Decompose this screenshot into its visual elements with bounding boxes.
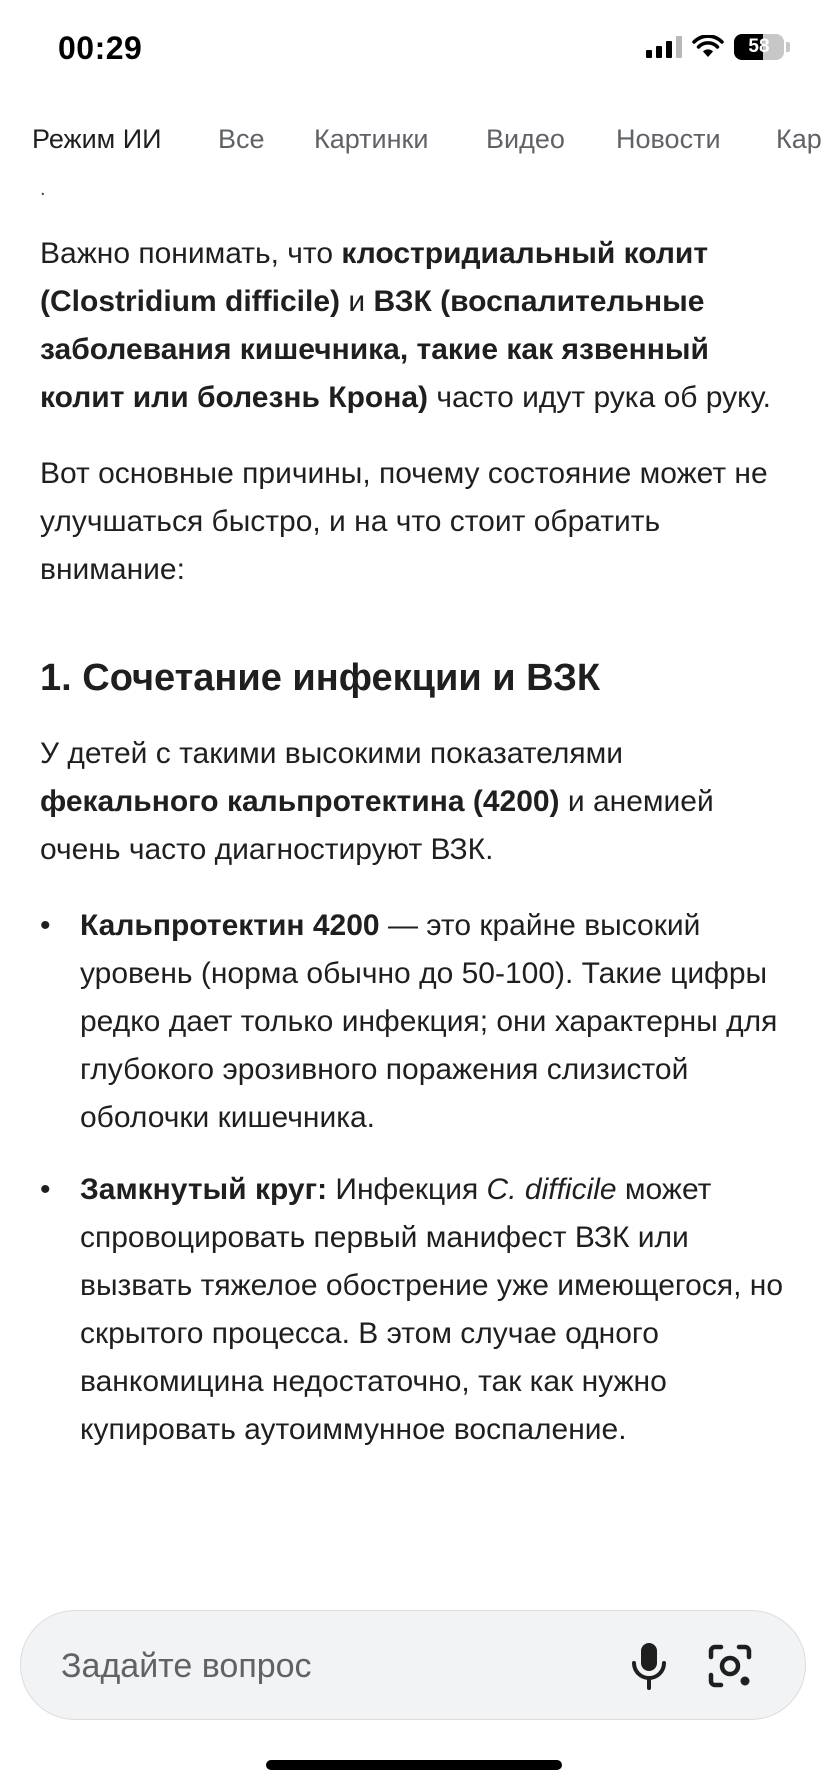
- section-heading: 1. Сочетание инфекции и ВЗК: [40, 657, 601, 699]
- wifi-icon: [692, 35, 724, 59]
- status-bar: [0, 0, 828, 100]
- paragraph-children: У детей с такими высокими показателями фекального кальпротектина (4200) и анемией очень часто диагностируют ВЗК.: [40, 737, 714, 866]
- bullet-list: [40, 902, 792, 1454]
- ask-input[interactable]: Задайте вопрос: [61, 1647, 312, 1685]
- tab-maps-partial[interactable]: Кар: [776, 124, 822, 154]
- ask-bar[interactable]: [20, 1610, 806, 1720]
- home-indicator: [266, 1760, 562, 1770]
- tab-news[interactable]: Новости: [616, 124, 721, 154]
- tab-all[interactable]: Все: [218, 124, 265, 154]
- ai-answer: [40, 200, 792, 1478]
- battery-percent: 58: [748, 36, 770, 57]
- battery-nub: [786, 42, 790, 52]
- tab-images[interactable]: Картинки: [314, 124, 429, 154]
- scrolled-text-fragment: .: [40, 178, 46, 200]
- camera-lens-icon[interactable]: [707, 1643, 753, 1689]
- microphone-icon[interactable]: [629, 1641, 669, 1691]
- status-time: 00:29: [58, 30, 143, 66]
- status-icons: [646, 34, 790, 60]
- tab-videos[interactable]: Видео: [486, 124, 565, 154]
- cellular-signal-icon: [646, 36, 682, 58]
- list-item: • Замкнутый круг: Инфекция C. difficile может спровоцировать первый манифест ВЗК или вызвать тяжелое обострение уже имеющегося, но скрытого процесса. В этом случае одного ванкомицина недостаточно, так как нужно купировать аутоиммунное воспаление.: [40, 1166, 792, 1454]
- search-tabs: [0, 112, 828, 172]
- list-item: • Кальпротектин 4200 — это крайне высокий уровень (норма обычно до 50-100). Такие цифры редко дает только инфекция; они характерны для глубокого эрозивного поражения слизистой оболочки кишечника.: [40, 902, 792, 1142]
- tab-ai-mode[interactable]: Режим ИИ: [32, 124, 162, 154]
- battery-icon: [734, 34, 784, 60]
- paragraph-reasons: Вот основные причины, почему состояние может не улучшаться быстро, и на что стоит обратить внимание:: [40, 457, 768, 586]
- paragraph-intro: Важно понимать, что клостридиальный колит (Clostridium difficile) и ВЗК (воспалительные заболевания кишечника, такие как язвенный колит или болезнь Крона) часто идут рука об руку.: [40, 237, 771, 414]
